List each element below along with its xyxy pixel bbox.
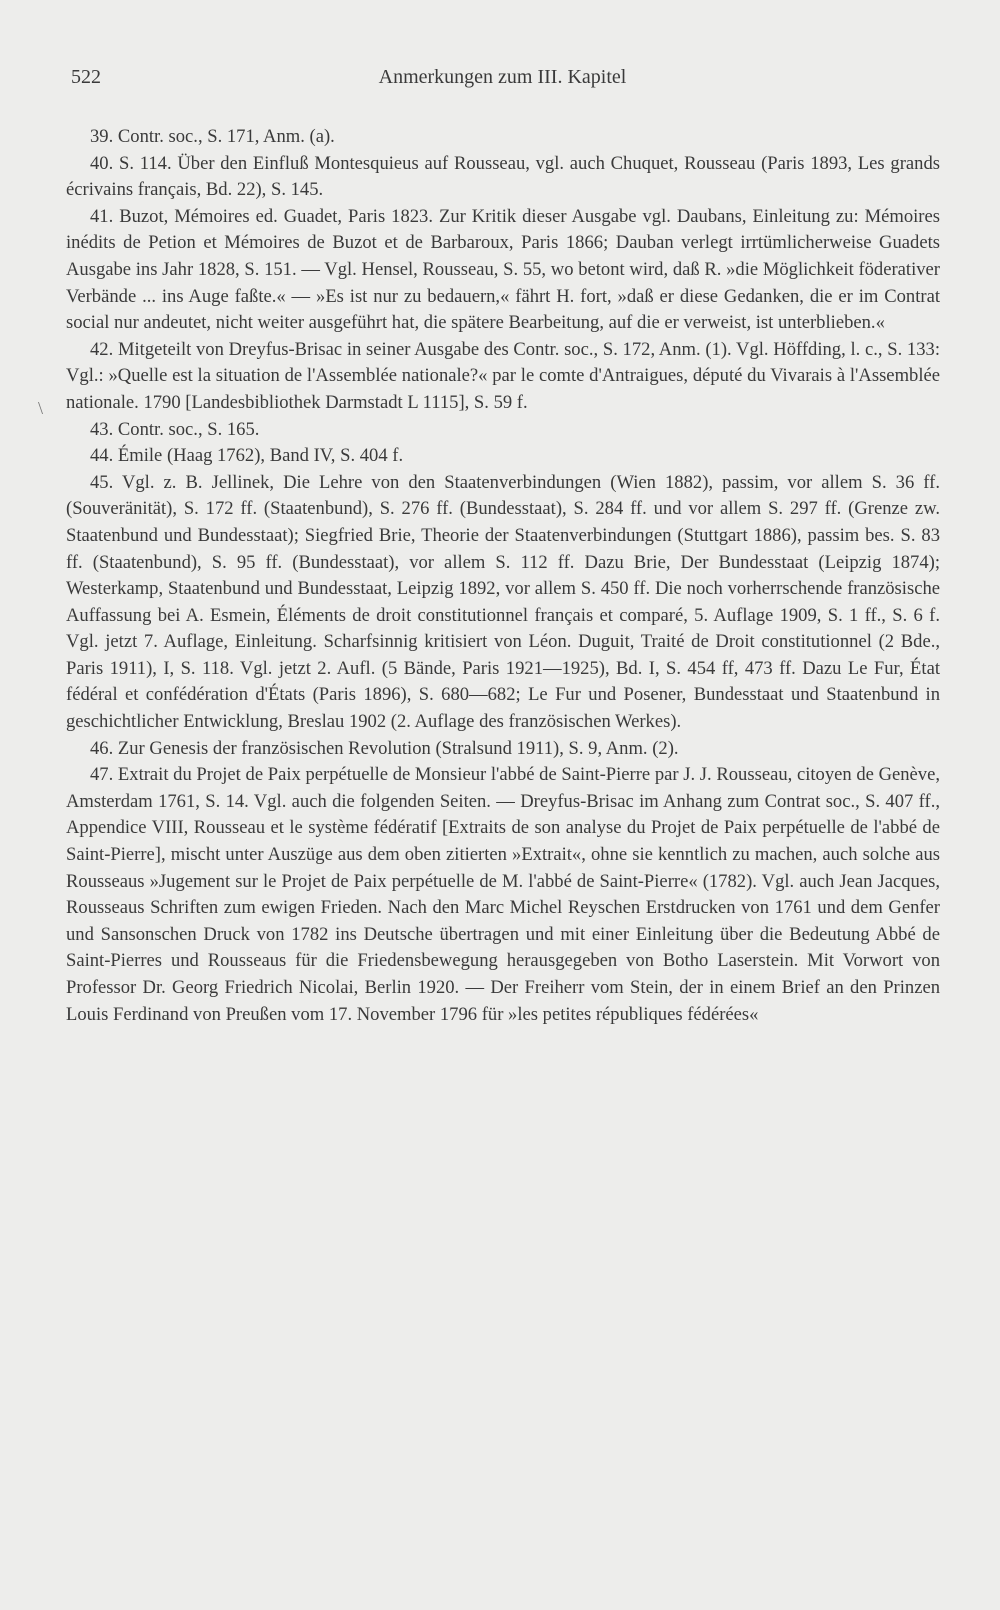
note-46: 46. Zur Genesis der französischen Revolution (Stralsund 1911), S. 9, Anm. (2). [90,737,679,759]
endnotes [66,124,940,1028]
note-43: 43. Contr. soc., S. 165. [90,418,260,440]
page-header [71,66,934,98]
note-44: 44. Émile (Haag 1762), Band IV, S. 404 f. [90,445,404,467]
note-40: 40. S. 114. Über den Einfluß Montesquieus auf Rousseau, vgl. auch Chuquet, Rousseau (Paris 1893, Les grands écrivains français, Bd. 22), S. 145. [66,152,940,201]
note-45: 45. Vgl. z. B. Jellinek, Die Lehre von den Staatenverbindungen (Wien 1882), passim, vor allem S. 36 ff. (Souveränität), S. 172 ff. (Staatenbund), S. 276 ff. (Bundesstaat), S. 284 ff. und vor allem S. 297 ff. (Grenze zw. Staatenbund und Bundesstaat); Siegfried Brie, Theorie der Staatenverbindungen (Stuttgart 1886), passim bes. S. 83 ff. (Staatenbund), S. 95 ff. (Bundesstaat), vor allem S. 112 ff. Dazu Brie, Der Bundesstaat (Leipzig 1874); Westerkamp, Staatenbund und Bundesstaat, Leipzig 1892, vor allem S. 450 ff. Die noch vorherrschende französische Auffassung bei A. Esmein, Éléments de droit constitutionnel français et comparé, 5. Auflage 1909, S. 1 ff., S. 6 f. Vgl. jetzt 7. Auflage, Einleitung. Scharfsinnig kritisiert von Léon. Duguit, Traité de Droit constitutionnel (2 Bde., Paris 1911), I, S. 118. Vgl. jetzt 2. Aufl. (5 Bände, Paris 1921—1925), Bd. I, S. 454 ff, 473 ff. Dazu Le Fur, État fédéral et confédération d'États (Paris 1896), S. 680—682; Le Fur und Posener, Bundesstaat und Staatenbund in geschichtlicher Entwicklung, Breslau 1902 (2. Auflage des französischen Werkes). [66,471,940,733]
note-41: 41. Buzot, Mémoires ed. Guadet, Paris 1823. Zur Kritik dieser Ausgabe vgl. Daubans, Einleitung zu: Mémoires inédits de Petion et Mémoires de Buzot et de Barbaroux, Paris 1866; Dauban verlegt irrtümlicherweise Guadets Ausgabe ins Jahr 1828, S. 151. — Vgl. Hensel, Rousseau, S. 55, wo betont wird, daß R. »die Möglichkeit föderativer Verbände ... ins Auge faßte.« — »Es ist nur zu bedauern,« fährt H. fort, »daß er diese Gedanken, die er im Contrat social nur andeutet, nicht weiter ausgeführt hat, die spätere Bearbeitung, auf die er verweist, ist unterblieben.« [66,205,940,334]
margin-mark: \ [38,398,44,418]
note-42: 42. Mitgeteilt von Dreyfus-Brisac in seiner Ausgabe des Contr. soc., S. 172, Anm. (1). Vgl. Höffding, l. c., S. 133: Vgl.: »Quelle est la situation de l'Assemblée nationale?« par le comte d'Antraigues, député du Vivarais à l'Assemblée nationale. 1790 [Landesbibliothek Darmstadt L 1115], S. 59 f. [66,338,940,413]
note-47: 47. Extrait du Projet de Paix perpétuelle de Monsieur l'abbé de Saint-Pierre par J. J. Rousseau, citoyen de Genève, Amsterdam 1761, S. 14. Vgl. auch die folgenden Seiten. — Dreyfus-Brisac im Anhang zum Contrat soc., S. 407 ff., Appendice VIII, Rousseau et le système fédératif [Extraits de son analyse du Projet de Paix perpétuelle de l'abbé de Saint-Pierre], mischt unter Auszüge aus dem oben zitierten »Extrait«, ohne sie kenntlich zu machen, auch solche aus Rousseaus »Jugement sur le Projet de Paix perpétuelle de M. l'abbé de Saint-Pierre« (1782). Vgl. auch Jean Jacques, Rousseaus Schriften zum ewigen Frieden. Nach den Marc Michel Reyschen Erstdrucken von 1761 und dem Genfer und Sansonschen Druck von 1782 ins Deutsche übertragen und mit einer Einleitung über die Bedeutung Abbé de Saint-Pierres und Rousseaus für die Friedensbewegung herausgegeben von Botho Laserstein. Mit Vorwort von Professor Dr. Georg Friedrich Nicolai, Berlin 1920. — Der Freiherr vom Stein, der in einem Brief an den Prinzen Louis Ferdinand von Preußen vom 17. November 1796 für »les petites républiques fédérées« [66,764,940,1025]
running-head: Anmerkungen zum III. Kapitel [378,66,627,88]
page-number: 522 [71,66,101,88]
note-39: 39. Contr. soc., S. 171, Anm. (a). [90,126,335,147]
